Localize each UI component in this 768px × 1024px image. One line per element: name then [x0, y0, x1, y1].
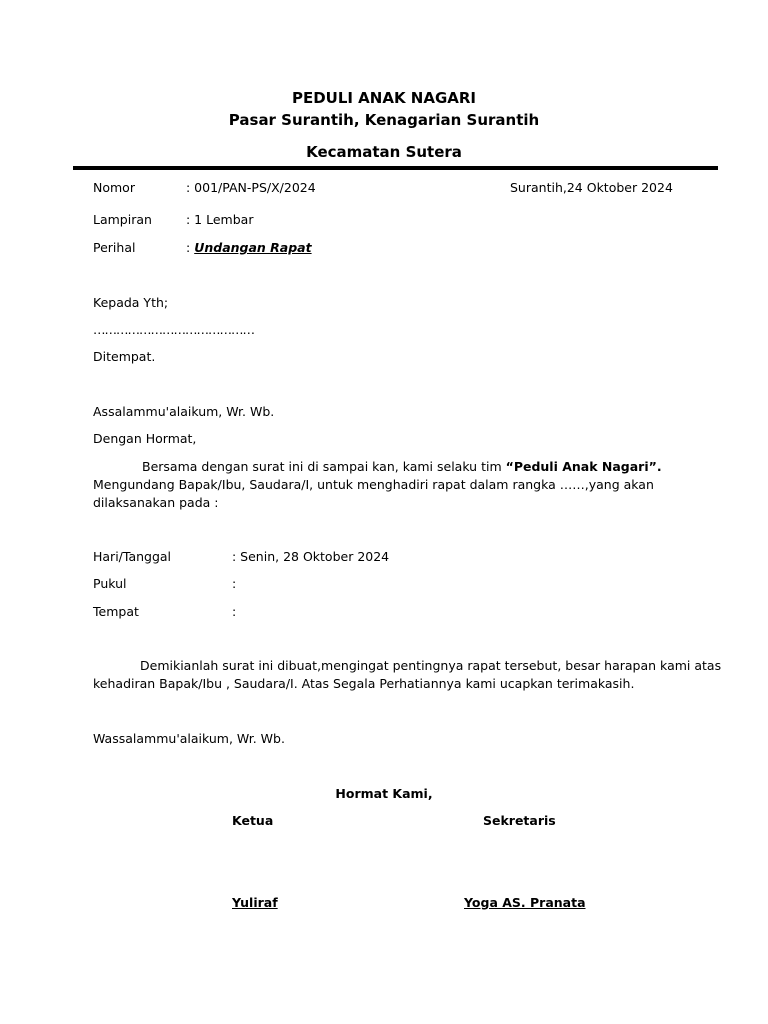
perihal-label: Perihal: [93, 240, 136, 255]
recipient-place: Ditempat.: [93, 349, 156, 364]
intro-text: Bersama dengan surat ini di sampai kan, kami selaku tim: [142, 459, 506, 474]
detail-label-date: Hari/Tanggal: [93, 549, 172, 564]
hormat-kami: Hormat Kami,: [335, 786, 433, 801]
detail-value-place: :: [232, 604, 237, 619]
letterhead-divider: [73, 166, 718, 170]
org-district: Kecamatan Sutera: [306, 143, 462, 161]
org-address: Pasar Surantih, Kenagarian Surantih: [228, 111, 540, 129]
perihal-colon: :: [186, 240, 191, 255]
closing-line-2: kehadiran Bapak/Ibu , Saudara/I. Atas Segala Perhatiannya kami ucapkan terimakasih.: [93, 676, 635, 691]
org-quote: “Peduli Anak Nagari”.: [505, 459, 662, 474]
recipient-name-placeholder: ……………………………………: [93, 322, 254, 337]
detail-value-time: :: [232, 576, 237, 591]
closing-line-1: Demikianlah surat ini dibuat,mengingat pentingnya rapat tersebut, besar harapan kami atas: [140, 658, 722, 673]
ketua-name: Yuliraf: [232, 895, 278, 910]
org-name: PEDULI ANAK NAGARI: [291, 89, 477, 107]
sekretaris-title: Sekretaris: [483, 813, 556, 828]
detail-label-time: Pukul: [93, 576, 127, 591]
salam: Assalammu'alaikum, Wr. Wb.: [93, 404, 275, 419]
detail-value-date: : Senin, 28 Oktober 2024: [232, 549, 390, 564]
lampiran-label: Lampiran: [93, 212, 152, 227]
intro-line-2: Mengundang Bapak/Ibu, Saudara/I, untuk menghadiri rapat dalam rangka ……,yang akan: [93, 477, 654, 492]
wassalam: Wassalammu'alaikum, Wr. Wb.: [93, 731, 285, 746]
recipient-to: Kepada Yth;: [93, 295, 169, 310]
intro-line-3: dilaksanakan pada :: [93, 495, 219, 510]
greeting: Dengan Hormat,: [93, 431, 197, 446]
detail-label-place: Tempat: [93, 604, 139, 619]
sekretaris-name: Yoga AS. Pranata: [464, 895, 586, 910]
ketua-title: Ketua: [232, 813, 274, 828]
perihal-subject: Undangan Rapat: [194, 240, 312, 255]
nomor-label: Nomor: [93, 180, 135, 195]
place-date: Surantih,24 Oktober 2024: [510, 180, 673, 195]
intro-line-1: [142, 459, 662, 474]
lampiran-value: : 1 Lembar: [186, 212, 254, 227]
nomor-value: : 001/PAN-PS/X/2024: [186, 180, 316, 195]
perihal-value: [186, 240, 312, 255]
